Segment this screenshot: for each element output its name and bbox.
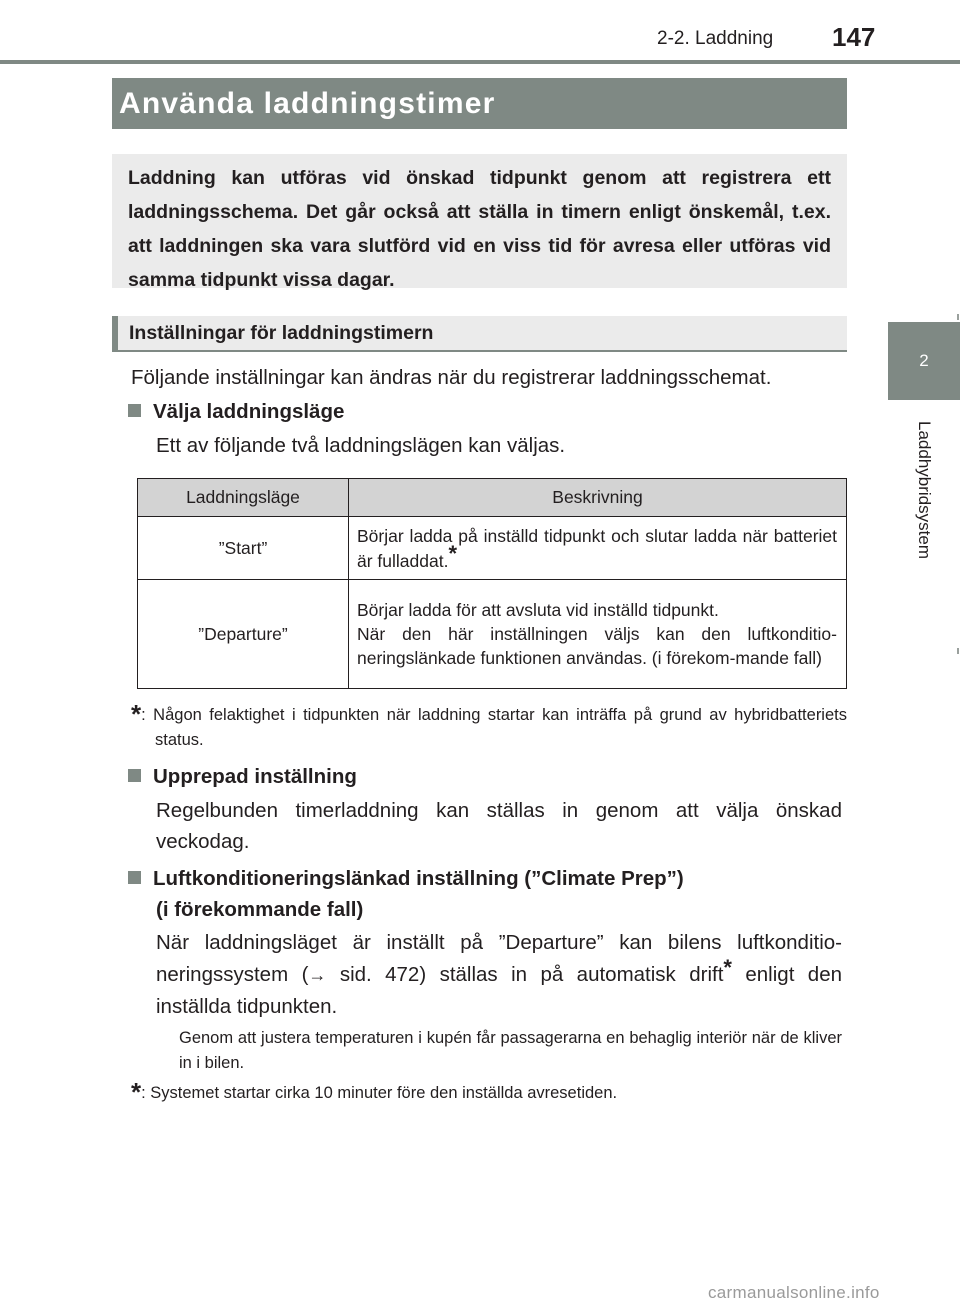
square-bullet-icon [128,769,141,782]
section-accent [112,316,118,350]
chapter-tick-mark [957,314,959,320]
chapter-tab [888,322,960,400]
footnote-timing [131,699,847,753]
footnote-star: * [131,699,142,729]
table-cell-mode: ”Departure” [138,580,349,689]
section-heading-bar [112,316,847,352]
climate-text [156,927,842,1022]
climate-heading-line2: (i förekommande fall) [156,898,364,921]
chapter-label: Laddhybridsystem [915,421,934,559]
footnote-climate [131,1077,847,1107]
climate-heading-text: Luftkonditioneringslänkad inställning (”Climate Prep”) [153,867,684,890]
description-text: Börjar ladda på inställd tidpunkt och slutar ladda när batteriet är fulladdat. [357,525,837,571]
footnote-star: * [131,1077,142,1107]
table-row [138,517,847,580]
charging-mode-table [137,478,847,689]
section-title: Inställningar för laddningstimern [129,322,434,344]
chapter-number: 2 [919,351,929,370]
table-cell-description [349,517,847,580]
description-line: Börjar ladda för att avsluta vid inställd tidpunkt. [357,600,719,620]
page-number: 147 [832,22,876,52]
header-section-title: 2-2. Laddning [657,28,774,49]
table-row [138,580,847,689]
page-title: Använda laddningstimer [112,78,847,129]
repeat-text: Regelbunden timerladdning kan ställas in genom att välja önskad veckodag. [156,799,842,853]
table-header-mode: Laddningsläge [138,479,349,517]
square-bullet-icon [128,871,141,884]
table-header-description: Beskrivning [349,479,847,517]
description-line: När den här inställningen väljs kan den luftkonditio-neringslänkade funktionen användas. (i förekom-mande fall) [357,624,837,668]
table-cell-description [349,580,847,689]
footnote-climate-text: : Systemet startar cirka 10 minuter före den inställda avresetiden. [141,1084,618,1102]
climate-text-part1: När laddningsläget är inställt på ”Departure” kan bilens luftkonditio-neringssystem ( [156,931,842,986]
footnote-timing-text: : Någon felaktighet i tidpunkten när laddning startar kan inträffa på grund av hybridbatteriets status. [141,706,847,749]
climate-note: Genom att justera temperaturen i kupén får passagerarna en behaglig interiör när de kliver in i bilen. [179,1029,842,1072]
footnote-star: * [448,540,458,566]
climate-heading [128,863,684,894]
chapter-tick-mark [957,648,959,654]
footnote-star: * [723,955,732,980]
intro-box: Laddning kan utföras vid önskad tidpunkt genom att registrera ett laddningsschema. Det går också att ställa in timern enligt önskemål, t.ex. att laddningen ska vara slutförd vid en viss tid för avresa eller utföras vid samma tidpunkt vissa dagar. [112,154,847,288]
table-header-row [138,479,847,517]
climate-text-part2: sid. 472) ställas in på automatisk drift [326,963,724,986]
mode-select-heading-text: Välja laddningsläge [153,400,345,423]
table-cell-mode: ”Start” [138,517,349,580]
climate-text-part3: enligt den inställda tidpunkten. [156,963,843,1018]
mode-select-text: Ett av följande två laddningslägen kan väljas. [156,434,566,457]
repeat-heading-text: Upprepad inställning [153,765,357,788]
repeat-heading [128,761,357,792]
header-divider [0,60,960,64]
watermark: carmanualsonline.info [708,1283,880,1302]
mode-select-heading [128,396,344,427]
arrow-right-icon: → [308,965,327,985]
section-lead: Följande inställningar kan ändras när du registrerar laddningsschemat. [131,366,772,389]
square-bullet-icon [128,404,141,417]
